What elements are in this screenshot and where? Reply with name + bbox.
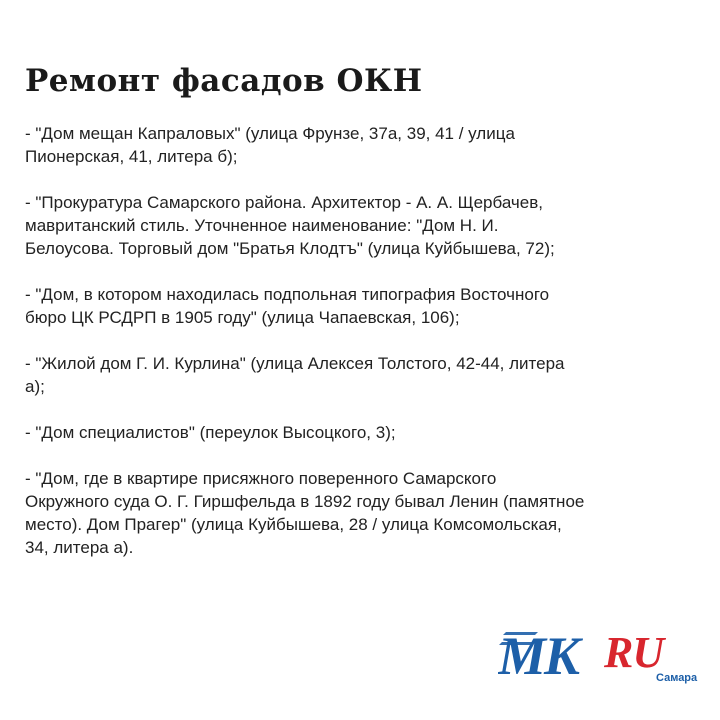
list-item: - "Дом мещан Капраловых" (улица Фрунзе, 37а, 39, 41 / улица Пионерская, 41, литера б); <box>25 124 515 166</box>
list-item: - "Дом специалистов" (переулок Высоцкого, 3); <box>25 423 396 442</box>
object-list <box>25 122 585 582</box>
list-item: - "Жилой дом Г. И. Курлина" (улица Алексея Толстого, 42-44, литера а); <box>25 354 565 396</box>
svg-text:MK: MK <box>498 626 579 684</box>
svg-text:RU: RU <box>604 628 664 677</box>
list-item: - "Прокуратура Самарского района. Архитектор - А. А. Щербачев, мавританский стиль. Уточненное наименование: "Дом Н. И. Белоусова. Торговый дом "Братья Клодтъ" (улица Куйбышева, 72); <box>25 193 555 258</box>
list-item: - "Дом, где в квартире присяжного поверенного Самарского Окружного суда О. Г. Гиршфельда в 1892 году бывал Ленин (памятное место). Дом Прагер" (улица Куйбышева, 28 / улица Комсомольская, 34, литера а). <box>25 469 585 557</box>
svg-text:Самара: Самара <box>656 672 698 684</box>
page-title: Ремонт фасадов ОКН <box>25 63 423 99</box>
mk-ru-logo <box>498 622 708 684</box>
logo-graphic <box>498 622 708 684</box>
list-item: - "Дом, в котором находилась подпольная типография Восточного бюро ЦК РСДРП в 1905 году" (улица Чапаевская, 106); <box>25 285 550 327</box>
